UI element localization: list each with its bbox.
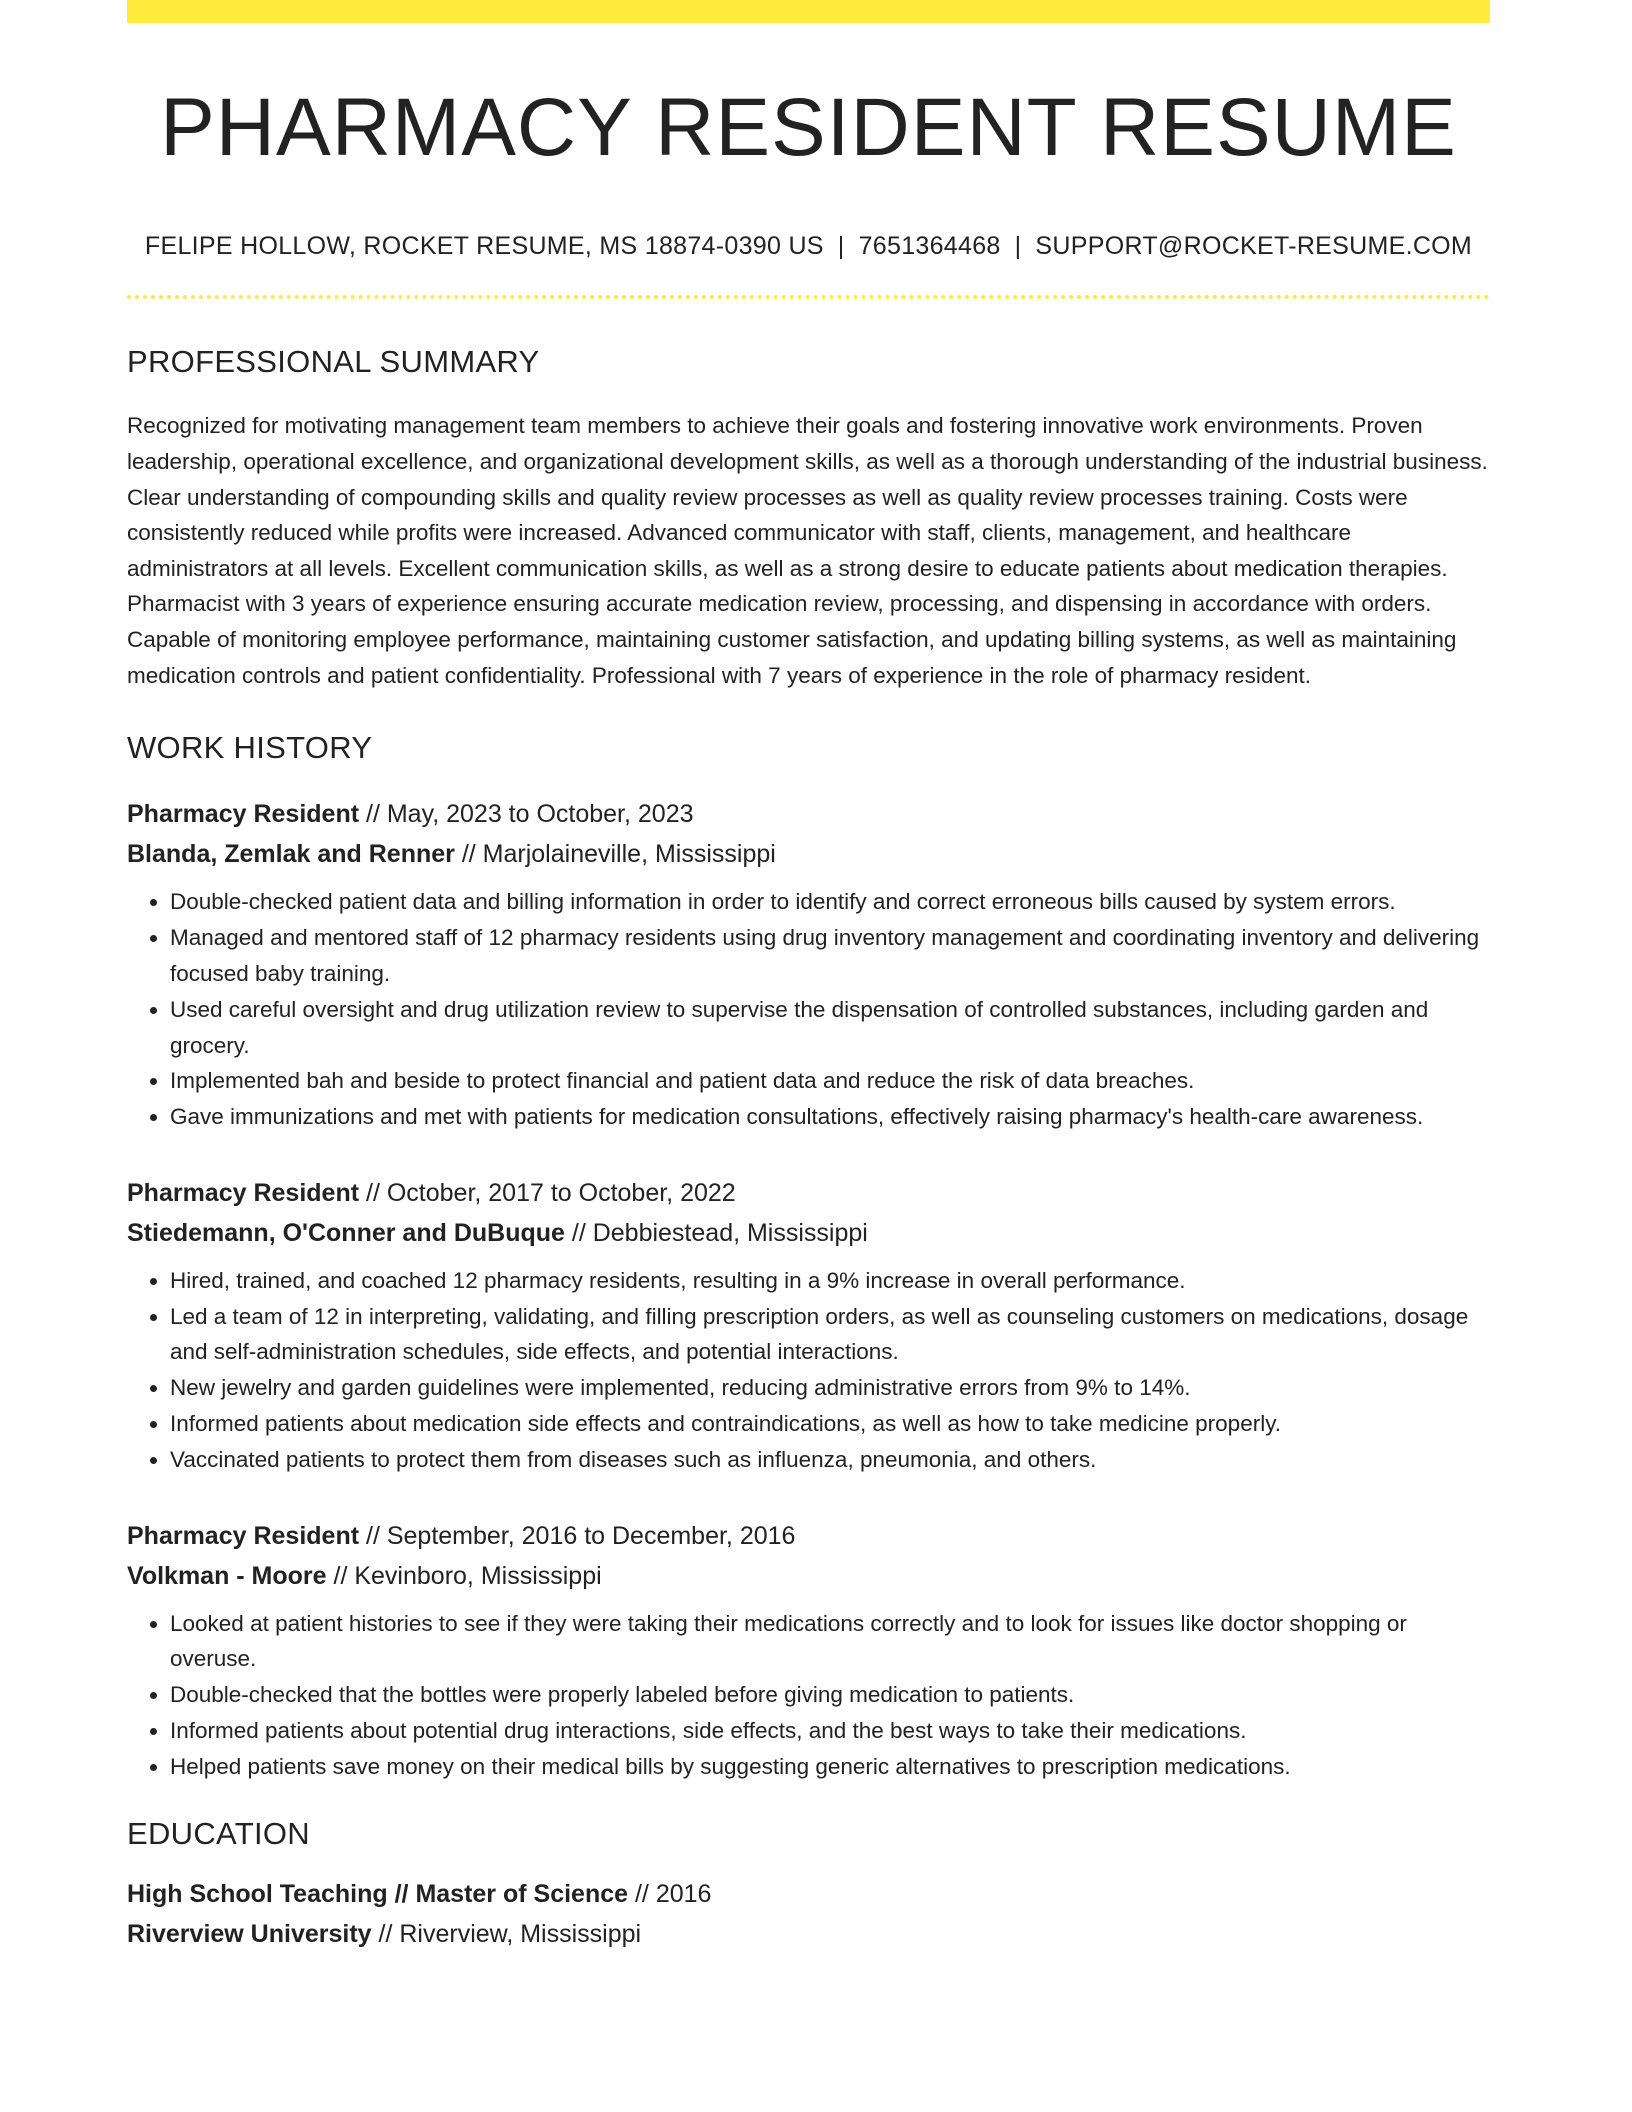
education-entry <box>127 1874 1490 1954</box>
job-duties <box>127 1263 1490 1478</box>
job-company: Blanda, Zemlak and Renner <box>127 840 455 869</box>
job-company-line <box>127 1213 1490 1253</box>
job-title-line <box>127 1516 1490 1556</box>
job-location: // Marjolaineville, Mississippi <box>461 840 776 869</box>
duty-item: • Managed and mentored staff of 12 pharmacy residents using drug inventory management and coordinating inventory and delivering focused baby training. <box>170 920 1490 992</box>
duty-item: • Informed patients about potential drug interactions, side effects, and the best ways to take their medications. <box>170 1713 1490 1749</box>
contact-address: FELIPE HOLLOW, ROCKET RESUME, MS 18874-0390 US <box>144 232 824 261</box>
contact-separator: | <box>1014 232 1022 261</box>
resume-title: PHARMACY RESIDENT RESUME <box>160 82 1457 173</box>
duty-item: • Implemented bah and beside to protect financial and patient data and reduce the risk of data breaches. <box>170 1063 1490 1099</box>
duty-item: • Hired, trained, and coached 12 pharmacy residents, resulting in a 9% increase in overall performance. <box>170 1263 1490 1299</box>
contact-separator: | <box>837 232 845 261</box>
dotted-divider <box>127 295 1490 299</box>
job-title: Pharmacy Resident <box>127 1521 360 1550</box>
job-dates: // October, 2017 to October, 2022 <box>366 1178 736 1207</box>
job-dates: // May, 2023 to October, 2023 <box>366 800 694 829</box>
job-duties <box>127 884 1490 1135</box>
job-company: Volkman - Moore <box>127 1561 327 1590</box>
resume-page <box>127 0 1490 1954</box>
job-location: // Debbiestead, Mississippi <box>571 1218 868 1247</box>
job-entry <box>127 794 1490 1135</box>
duty-item: • Gave immunizations and met with patients for medication consultations, effectively raising pharmacy's health-care awareness. <box>170 1099 1490 1135</box>
education-year: // 2016 <box>634 1879 712 1908</box>
contact-phone: 7651364468 <box>858 232 1001 261</box>
duty-item: • Double-checked that the bottles were properly labeled before giving medication to patients. <box>170 1677 1490 1713</box>
job-company-line <box>127 1556 1490 1596</box>
top-accent-bar <box>127 0 1490 23</box>
job-title: Pharmacy Resident <box>127 1178 360 1207</box>
education-degree-line <box>127 1874 1490 1914</box>
education-location: // Riverview, Mississippi <box>378 1919 642 1948</box>
job-title: Pharmacy Resident <box>127 800 360 829</box>
duty-item: • Helped patients save money on their medical bills by suggesting generic alternatives to prescription medications. <box>170 1749 1490 1785</box>
job-entry <box>127 1173 1490 1478</box>
contact-email: SUPPORT@ROCKET-RESUME.COM <box>1035 232 1473 261</box>
job-company: Stiedemann, O'Conner and DuBuque <box>127 1218 565 1247</box>
duty-item: • Led a team of 12 in interpreting, validating, and filling prescription orders, as well as counseling customers on medications, dosage and self-administration schedules, side effects, and potential interactions. <box>170 1299 1490 1371</box>
education-school-line <box>127 1914 1490 1954</box>
summary-heading: PROFESSIONAL SUMMARY <box>127 344 540 380</box>
job-location: // Kevinboro, Mississippi <box>333 1561 602 1590</box>
duty-item: • Looked at patient histories to see if they were taking their medications correctly and to look for issues like doctor shopping or overuse. <box>170 1606 1490 1678</box>
job-company-line <box>127 834 1490 874</box>
job-title-line <box>127 794 1490 834</box>
work-history-heading: WORK HISTORY <box>127 730 373 766</box>
duty-item: • New jewelry and garden guidelines were implemented, reducing administrative errors from 9% to 14%. <box>170 1370 1490 1406</box>
job-entry <box>127 1516 1490 1785</box>
duty-item: • Used careful oversight and drug utilization review to supervise the dispensation of controlled substances, including garden and grocery. <box>170 992 1490 1064</box>
summary-text: Recognized for motivating management team members to achieve their goals and fostering innovative work environments. Proven leadership, operational excellence, and organizational development skills, as well as a thorough understanding of the industrial business. Clear understanding of compounding skills and quality review processes as well as quality review processes training. Costs were consistently reduced while profits were increased. Advanced communicator with staff, clients, management, and healthcare administrators at all levels. Excellent communication skills, as well as a strong desire to educate patients about medication therapies. Pharmacist with 3 years of experience ensuring accurate medication review, processing, and dispensing in accordance with orders. Capable of monitoring employee performance, maintaining customer satisfaction, and updating billing systems, as well as maintaining medication controls and patient confidentiality. Professional with 7 years of experience in the role of pharmacy resident. <box>127 413 1488 688</box>
duty-item: • Double-checked patient data and billing information in order to identify and correct erroneous bills caused by system errors. <box>170 884 1490 920</box>
job-dates: // September, 2016 to December, 2016 <box>366 1521 796 1550</box>
education-heading: EDUCATION <box>127 1815 310 1851</box>
education-school: Riverview University <box>127 1919 372 1948</box>
duty-item: • Vaccinated patients to protect them from diseases such as influenza, pneumonia, and others. <box>170 1442 1490 1478</box>
contact-line <box>127 231 1490 261</box>
duty-item: • Informed patients about medication side effects and contraindications, as well as how to take medicine properly. <box>170 1406 1490 1442</box>
education-degree: High School Teaching // Master of Science <box>127 1879 629 1908</box>
job-duties <box>127 1606 1490 1785</box>
job-title-line <box>127 1173 1490 1213</box>
